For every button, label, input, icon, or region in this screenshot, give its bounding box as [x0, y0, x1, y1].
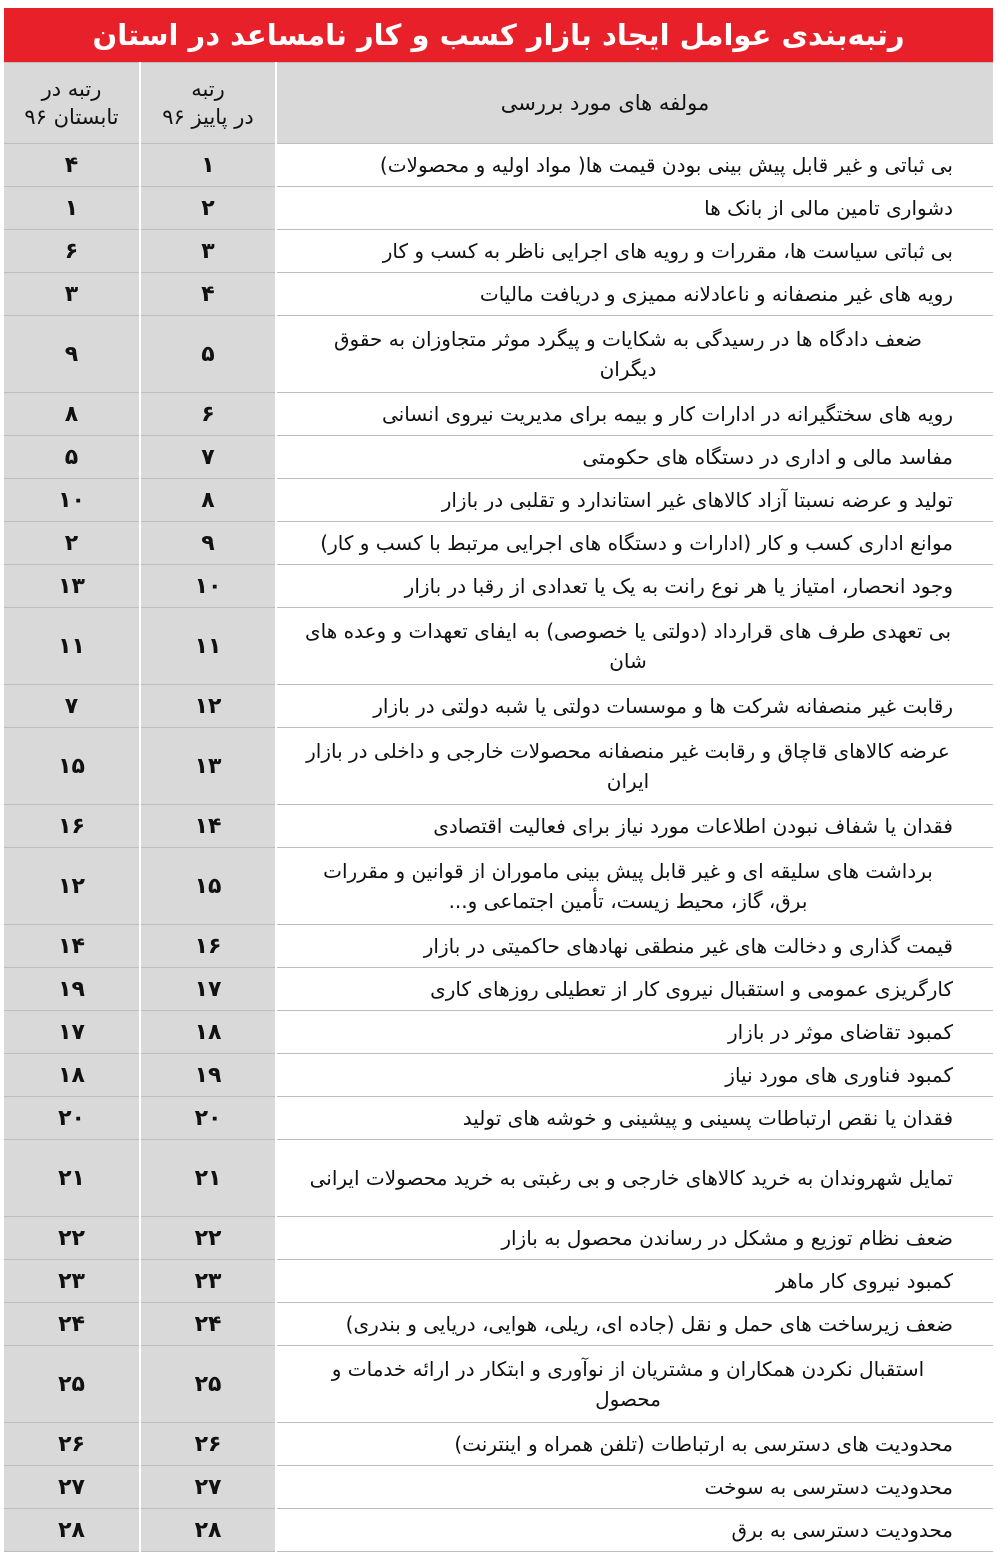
ranking-table — [4, 62, 993, 1552]
component-text: ضعف دادگاه ها در رسیدگی به شکایات و پیگرد موثر متجاوزان به حقوق دیگران — [334, 327, 922, 381]
component-cell — [276, 522, 993, 565]
table-row — [4, 187, 993, 230]
component-cell — [276, 925, 993, 968]
table-row — [4, 1466, 993, 1509]
rank-summer-cell: ۶ — [4, 230, 140, 273]
table-row — [4, 1423, 993, 1466]
rank-fall-cell: ۱۴ — [140, 805, 276, 848]
table-row — [4, 848, 993, 925]
component-cell — [276, 436, 993, 479]
component-cell — [276, 1423, 993, 1466]
table-row — [4, 685, 993, 728]
component-cell — [276, 1466, 993, 1509]
table-row — [4, 1509, 993, 1552]
component-text: بی ثباتی سیاست ها، مقررات و رویه های اجرایی ناظر به کسب و کار — [382, 239, 953, 263]
table-row — [4, 1303, 993, 1346]
table-row — [4, 273, 993, 316]
table-row — [4, 1346, 993, 1423]
component-cell — [276, 968, 993, 1011]
rank-fall-cell: ۱۳ — [140, 728, 276, 805]
rank-summer-cell: ۲۶ — [4, 1423, 140, 1466]
component-cell — [276, 848, 993, 925]
component-text: فقدان یا شفاف نبودن اطلاعات مورد نیاز برای فعالیت اقتصادی — [433, 814, 953, 838]
rank-fall-cell: ۶ — [140, 393, 276, 436]
rank-summer-cell: ۱۷ — [4, 1011, 140, 1054]
rank-summer-cell: ۱۵ — [4, 728, 140, 805]
rank-summer-cell: ۱۹ — [4, 968, 140, 1011]
component-cell — [276, 479, 993, 522]
table-row — [4, 1097, 993, 1140]
table-row — [4, 144, 993, 187]
component-cell — [276, 144, 993, 187]
rank-fall-cell: ۲۱ — [140, 1140, 276, 1217]
rank-summer-cell: ۲۰ — [4, 1097, 140, 1140]
rank-summer-cell: ۳ — [4, 273, 140, 316]
table-row — [4, 1140, 993, 1217]
component-text: رقابت غیر منصفانه شرکت ها و موسسات دولتی یا شبه دولتی در بازار — [373, 694, 953, 718]
rank-summer-cell: ۲۵ — [4, 1346, 140, 1423]
rank-fall-cell: ۱۷ — [140, 968, 276, 1011]
component-cell — [276, 1140, 993, 1217]
rank-summer-cell: ۲ — [4, 522, 140, 565]
header-rank-summer-line1: رتبه در — [41, 77, 102, 101]
header-rank-summer — [4, 63, 140, 144]
rank-summer-cell: ۹ — [4, 316, 140, 393]
rank-summer-cell: ۲۷ — [4, 1466, 140, 1509]
rank-fall-cell: ۲۵ — [140, 1346, 276, 1423]
component-text: رویه های غیر منصفانه و ناعادلانه ممیزی و دریافت مالیات — [479, 282, 953, 306]
rank-fall-cell: ۲۸ — [140, 1509, 276, 1552]
component-cell — [276, 1011, 993, 1054]
table-row — [4, 968, 993, 1011]
component-text: بی ثباتی و غیر قابل پیش بینی بودن قیمت ها( مواد اولیه و محصولات) — [379, 153, 953, 177]
rank-summer-cell: ۱۸ — [4, 1054, 140, 1097]
table-row — [4, 436, 993, 479]
component-text: فقدان یا نقص ارتباطات پسینی و پیشینی و خوشه های تولید — [462, 1106, 953, 1130]
component-text: کمبود نیروی کار ماهر — [775, 1269, 953, 1293]
component-text: دشواری تامین مالی از بانک ها — [704, 196, 953, 220]
component-text: کمبود فناوری های مورد نیاز — [725, 1063, 953, 1087]
rank-summer-cell: ۴ — [4, 144, 140, 187]
rank-fall-cell: ۳ — [140, 230, 276, 273]
rank-fall-cell: ۱۶ — [140, 925, 276, 968]
component-cell — [276, 1509, 993, 1552]
header-rank-summer-line2: تابستان ۹۶ — [24, 105, 119, 129]
rank-fall-cell: ۱۰ — [140, 565, 276, 608]
component-cell — [276, 608, 993, 685]
rank-fall-cell: ۵ — [140, 316, 276, 393]
component-text: مفاسد مالی و اداری در دستگاه های حکومتی — [582, 445, 953, 469]
rank-summer-cell: ۷ — [4, 685, 140, 728]
component-cell — [276, 316, 993, 393]
rank-summer-cell: ۱۳ — [4, 565, 140, 608]
component-text: قیمت گذاری و دخالت های غیر منطقی نهادهای حاکمیتی در بازار — [423, 934, 953, 958]
rank-summer-cell: ۱۰ — [4, 479, 140, 522]
page-title: رتبه‌بندی عوامل ایجاد بازار کسب و کار نامساعد در استان — [92, 18, 905, 52]
rank-fall-cell: ۱ — [140, 144, 276, 187]
table-row — [4, 522, 993, 565]
component-cell — [276, 1217, 993, 1260]
rank-fall-cell: ۱۹ — [140, 1054, 276, 1097]
rank-fall-cell: ۴ — [140, 273, 276, 316]
component-text: کمبود تقاضای موثر در بازار — [727, 1020, 953, 1044]
table-row — [4, 608, 993, 685]
rank-summer-cell: ۱۱ — [4, 608, 140, 685]
component-text: رویه های سختگیرانه در ادارات کار و بیمه برای مدیریت نیروی انسانی — [381, 402, 953, 426]
component-text: استقبال نکردن همکاران و مشتریان از نوآوری و ابتکار در ارائه خدمات و محصول — [331, 1357, 925, 1411]
rank-summer-cell: ۲۱ — [4, 1140, 140, 1217]
component-text: تمایل شهروندان به خرید کالاهای خارجی و بی رغبتی به خرید محصولات ایرانی — [309, 1166, 953, 1190]
component-cell — [276, 393, 993, 436]
component-cell — [276, 1054, 993, 1097]
component-text: کارگریزی عمومی و استقبال نیروی کار از تعطیلی روزهای کاری — [430, 977, 953, 1001]
component-text: محدودیت دسترسی به سوخت — [704, 1475, 953, 1499]
component-cell — [276, 1346, 993, 1423]
component-cell — [276, 685, 993, 728]
component-text: محدودیت های دسترسی به ارتباطات (تلفن همراه و اینترنت) — [454, 1432, 953, 1456]
header-component: مولفه های مورد بررسی — [276, 63, 993, 144]
component-cell — [276, 1303, 993, 1346]
component-cell — [276, 230, 993, 273]
component-cell — [276, 565, 993, 608]
rank-fall-cell: ۲۲ — [140, 1217, 276, 1260]
component-text: ضعف نظام توزیع و مشکل در رساندن محصول به بازار — [501, 1226, 953, 1250]
table-body — [4, 144, 993, 1552]
table-row — [4, 565, 993, 608]
rank-fall-cell: ۲۴ — [140, 1303, 276, 1346]
header-rank-fall — [140, 63, 276, 144]
component-cell — [276, 805, 993, 848]
rank-fall-cell: ۱۲ — [140, 685, 276, 728]
component-text: عرضه کالاهای قاچاق و رقابت غیر منصفانه محصولات خارجی و داخلی در بازار ایران — [306, 739, 950, 793]
rank-fall-cell: ۱۸ — [140, 1011, 276, 1054]
table-row — [4, 393, 993, 436]
table-row — [4, 1054, 993, 1097]
component-text: وجود انحصار، امتیاز یا هر نوع رانت به یک یا تعدادی از رقبا در بازار — [404, 574, 953, 598]
rank-summer-cell: ۵ — [4, 436, 140, 479]
rank-fall-cell: ۲۶ — [140, 1423, 276, 1466]
header-rank-fall-line2: در پاییز ۹۶ — [162, 105, 254, 129]
component-cell — [276, 187, 993, 230]
rank-fall-cell: ۹ — [140, 522, 276, 565]
table-row — [4, 1011, 993, 1054]
rank-fall-cell: ۱۵ — [140, 848, 276, 925]
rank-fall-cell: ۲۰ — [140, 1097, 276, 1140]
table-row — [4, 479, 993, 522]
component-cell — [276, 728, 993, 805]
rank-summer-cell: ۲۴ — [4, 1303, 140, 1346]
title-banner — [4, 8, 993, 62]
component-cell — [276, 273, 993, 316]
component-text: محدودیت دسترسی به برق — [731, 1518, 953, 1542]
component-text: موانع اداری کسب و کار (ادارات و دستگاه های اجرایی مرتبط با کسب و کار) — [320, 531, 953, 555]
rank-summer-cell: ۸ — [4, 393, 140, 436]
rank-fall-cell: ۱۱ — [140, 608, 276, 685]
table-row — [4, 728, 993, 805]
rank-summer-cell: ۱۲ — [4, 848, 140, 925]
header-rank-fall-line1: رتبه — [191, 77, 225, 101]
component-text: برداشت های سلیقه ای و غیر قابل پیش بینی ماموران از قوانین و مقررات برق، گاز، محیط زیست، تأمین اجتماعی و... — [323, 859, 933, 913]
rank-fall-cell: ۷ — [140, 436, 276, 479]
rank-fall-cell: ۲ — [140, 187, 276, 230]
rank-summer-cell: ۲۳ — [4, 1260, 140, 1303]
table-row — [4, 805, 993, 848]
rank-fall-cell: ۲۳ — [140, 1260, 276, 1303]
component-cell — [276, 1097, 993, 1140]
rank-fall-cell: ۸ — [140, 479, 276, 522]
component-text: ضعف زیرساخت های حمل و نقل (جاده ای، ریلی، هوایی، دریایی و بندری) — [345, 1312, 953, 1336]
table-row — [4, 925, 993, 968]
table-row — [4, 1260, 993, 1303]
component-text: تولید و عرضه نسبتا آزاد کالاهای غیر استاندارد و تقلبی در بازار — [441, 488, 953, 512]
header-row — [4, 63, 993, 144]
table-row — [4, 316, 993, 393]
rank-summer-cell: ۲۸ — [4, 1509, 140, 1552]
rank-summer-cell: ۱۶ — [4, 805, 140, 848]
rank-summer-cell: ۱ — [4, 187, 140, 230]
rank-fall-cell: ۲۷ — [140, 1466, 276, 1509]
table-row — [4, 1217, 993, 1260]
component-cell — [276, 1260, 993, 1303]
rank-summer-cell: ۲۲ — [4, 1217, 140, 1260]
table-row — [4, 230, 993, 273]
component-text: بی تعهدی طرف های قرارداد (دولتی یا خصوصی) به ایفای تعهدات و وعده های شان — [304, 619, 952, 673]
rank-summer-cell: ۱۴ — [4, 925, 140, 968]
